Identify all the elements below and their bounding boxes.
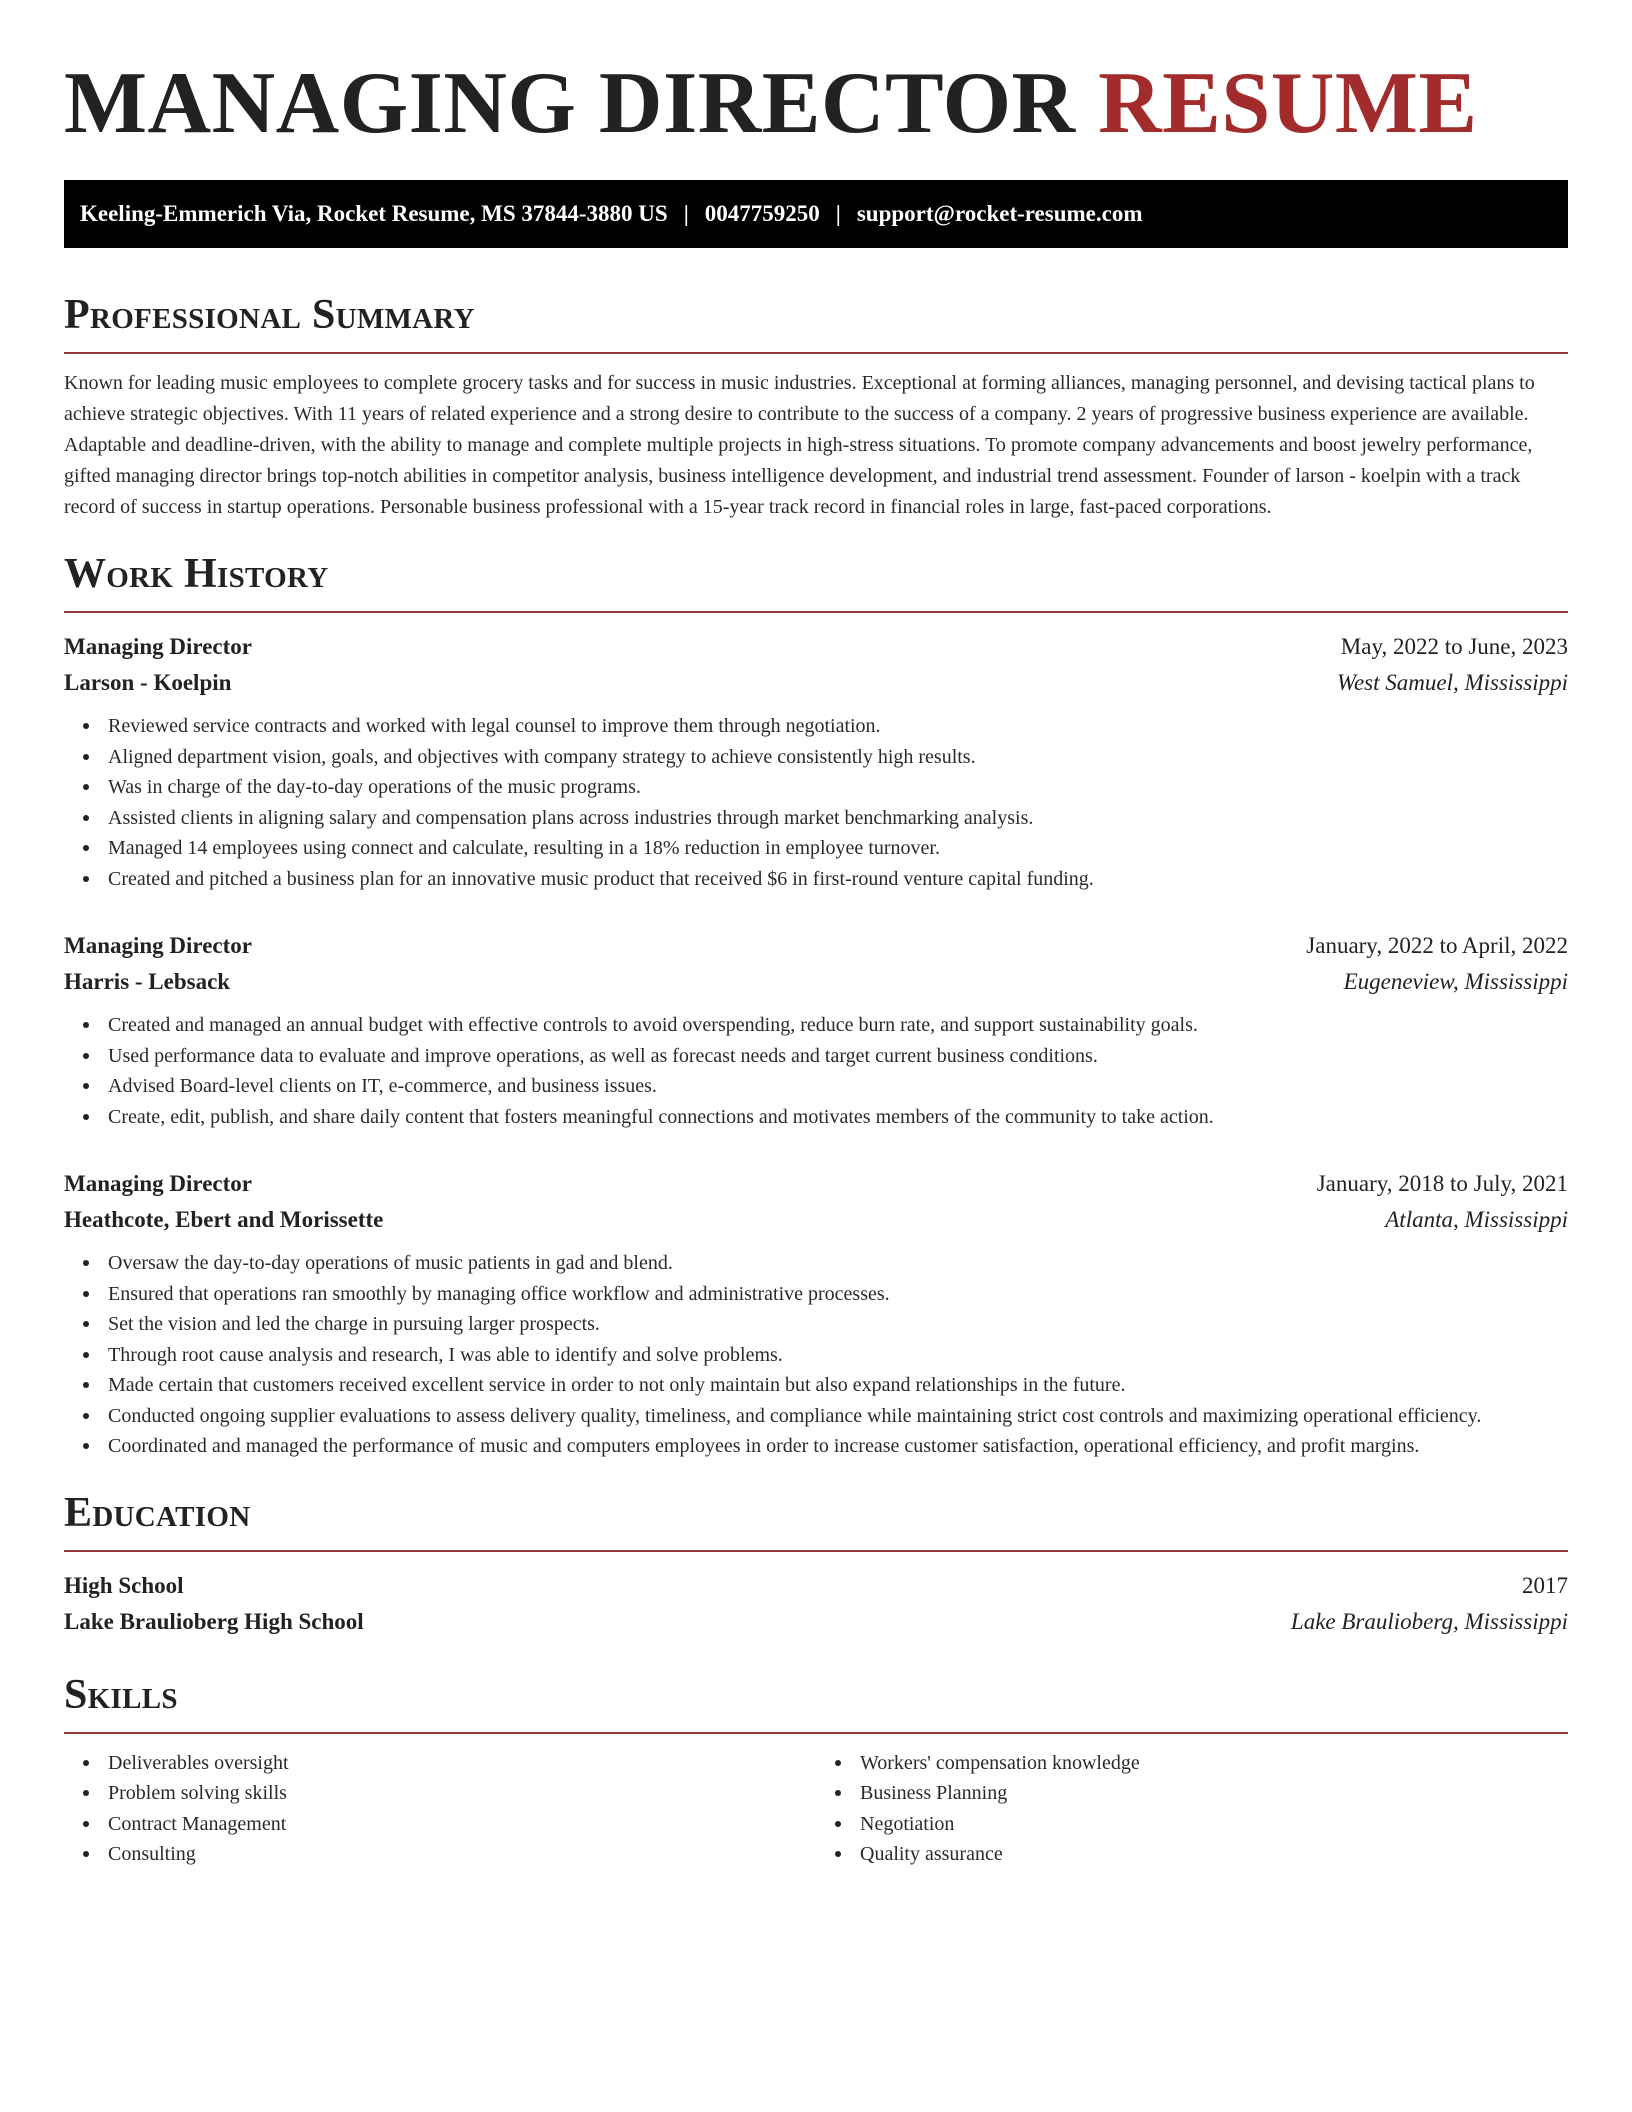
- job-bullet: Reviewed service contracts and worked with legal counsel to improve them through negotiation.: [108, 711, 1568, 742]
- job-location: West Samuel, Mississippi: [1336, 670, 1568, 695]
- job-bullets: [64, 1010, 1568, 1132]
- job-bullet: Was in charge of the day-to-day operations of the music programs.: [108, 772, 1568, 803]
- job-bullet: Set the vision and led the charge in pursuing larger prospects.: [108, 1309, 1568, 1340]
- job-dates: January, 2022 to April, 2022: [1306, 933, 1568, 958]
- work-history-heading: Work History: [64, 549, 1568, 613]
- job-bullets: [64, 711, 1568, 894]
- job-location: Eugeneview, Mississippi: [1343, 969, 1568, 994]
- education-entry: [64, 1568, 1568, 1640]
- summary-text: Known for leading music employees to complete grocery tasks and for success in music industries. Exceptional at forming alliances, managing personnel, and devising tactical plans to achieve strategic objectives. With 11 years of related experience and a strong desire to contribute to the success of a company. 2 years of progressive business experience are available. Adaptable and deadline-driven, with the ability to manage and complete multiple projects in high-stress situations. To promote company advancements and boost jewelry performance, gifted managing director brings top-notch abilities in competitor analysis, business intelligence development, and industrial trend assessment. Founder of larson - koelpin with a track record of success in startup operations. Personable business professional with a 15-year track record in financial roles in large, fast-paced corporations.: [64, 372, 1535, 518]
- skills-section: [64, 1670, 1568, 1870]
- summary-heading: Professional Summary: [64, 290, 1568, 354]
- job-bullet: Through root cause analysis and research, I was able to identify and solve problems.: [108, 1340, 1568, 1371]
- job-company: Harris - Lebsack: [64, 969, 231, 994]
- skills-grid: [64, 1748, 1568, 1870]
- title-accent: RESUME: [1098, 55, 1478, 152]
- job-bullet: Created and pitched a business plan for an innovative music product that received $6 in first-round venture capital funding.: [108, 864, 1568, 895]
- job-location: Atlanta, Mississippi: [1385, 1207, 1568, 1232]
- contact-separator: |: [835, 201, 841, 226]
- title-main: MANAGING DIRECTOR: [64, 55, 1076, 152]
- skills-list-right: [816, 1748, 1568, 1870]
- job-dates: May, 2022 to June, 2023: [1340, 634, 1568, 659]
- job-bullet: Aligned department vision, goals, and objectives with company strategy to achieve consistently high results.: [108, 742, 1568, 773]
- job-company-row: [64, 964, 1568, 1000]
- education-school-row: [64, 1604, 1568, 1640]
- contact-bar: [64, 180, 1568, 248]
- education-location: Lake Braulioberg, Mississippi: [1290, 1608, 1568, 1634]
- job-bullets: [64, 1248, 1568, 1462]
- education-school: Lake Braulioberg High School: [64, 1608, 364, 1634]
- skill-item: Negotiation: [860, 1809, 1568, 1840]
- job-company-row: [64, 665, 1568, 701]
- contact-phone: 0047759250: [704, 201, 820, 226]
- job-entry: [64, 1166, 1568, 1462]
- job-company: Heathcote, Ebert and Morissette: [64, 1207, 384, 1232]
- job-header-row: [64, 928, 1568, 964]
- job-company-row: [64, 1202, 1568, 1238]
- work-history-section: [64, 549, 1568, 1462]
- skills-heading: Skills: [64, 1670, 1568, 1734]
- education-heading: Education: [64, 1488, 1568, 1552]
- job-bullet: Made certain that customers received excellent service in order to not only maintain but also expand relationships in the future.: [108, 1370, 1568, 1401]
- contact-email: support@rocket-resume.com: [856, 201, 1143, 226]
- job-entry: [64, 928, 1568, 1132]
- education-degree: High School: [64, 1572, 184, 1598]
- contact-separator: |: [683, 201, 689, 226]
- job-bullet: Advised Board-level clients on IT, e-commerce, and business issues.: [108, 1071, 1568, 1102]
- job-bullet: Conducted ongoing supplier evaluations to assess delivery quality, timeliness, and compliance while maintaining strict cost controls and maximizing operational efficiency.: [108, 1401, 1568, 1432]
- job-entry: [64, 629, 1568, 894]
- education-section: [64, 1488, 1568, 1640]
- job-bullet: Create, edit, publish, and share daily content that fosters meaningful connections and motivates members of the community to take action.: [108, 1102, 1568, 1133]
- job-company: Larson - Koelpin: [64, 670, 232, 695]
- job-title: Managing Director: [64, 634, 253, 659]
- skills-list-left: [64, 1748, 816, 1870]
- education-header-row: [64, 1568, 1568, 1604]
- contact-address: Keeling-Emmerich Via, Rocket Resume, MS 37844-3880 US: [80, 201, 668, 226]
- job-bullet: Assisted clients in aligning salary and compensation plans across industries through market benchmarking analysis.: [108, 803, 1568, 834]
- job-header-row: [64, 1166, 1568, 1202]
- skill-item: Workers' compensation knowledge: [860, 1748, 1568, 1779]
- skill-item: Quality assurance: [860, 1839, 1568, 1870]
- page-title: [64, 55, 1568, 152]
- skill-item: Problem solving skills: [108, 1778, 816, 1809]
- job-title: Managing Director: [64, 1171, 253, 1196]
- skill-item: Deliverables oversight: [108, 1748, 816, 1779]
- job-bullet: Ensured that operations ran smoothly by managing office workflow and administrative processes.: [108, 1279, 1568, 1310]
- job-bullet: Managed 14 employees using connect and calculate, resulting in a 18% reduction in employee turnover.: [108, 833, 1568, 864]
- job-dates: January, 2018 to July, 2021: [1316, 1171, 1568, 1196]
- skill-item: Consulting: [108, 1839, 816, 1870]
- job-bullet: Created and managed an annual budget with effective controls to avoid overspending, reduce burn rate, and support sustainability goals.: [108, 1010, 1568, 1041]
- skill-item: Business Planning: [860, 1778, 1568, 1809]
- education-year: 2017: [1522, 1572, 1568, 1598]
- job-bullet: Coordinated and managed the performance of music and computers employees in order to increase customer satisfaction, operational efficiency, and profit margins.: [108, 1431, 1568, 1462]
- summary-section: [64, 290, 1568, 523]
- job-title: Managing Director: [64, 933, 253, 958]
- skill-item: Contract Management: [108, 1809, 816, 1840]
- job-bullet: Used performance data to evaluate and improve operations, as well as forecast needs and target current business conditions.: [108, 1041, 1568, 1072]
- job-header-row: [64, 629, 1568, 665]
- job-bullet: Oversaw the day-to-day operations of music patients in gad and blend.: [108, 1248, 1568, 1279]
